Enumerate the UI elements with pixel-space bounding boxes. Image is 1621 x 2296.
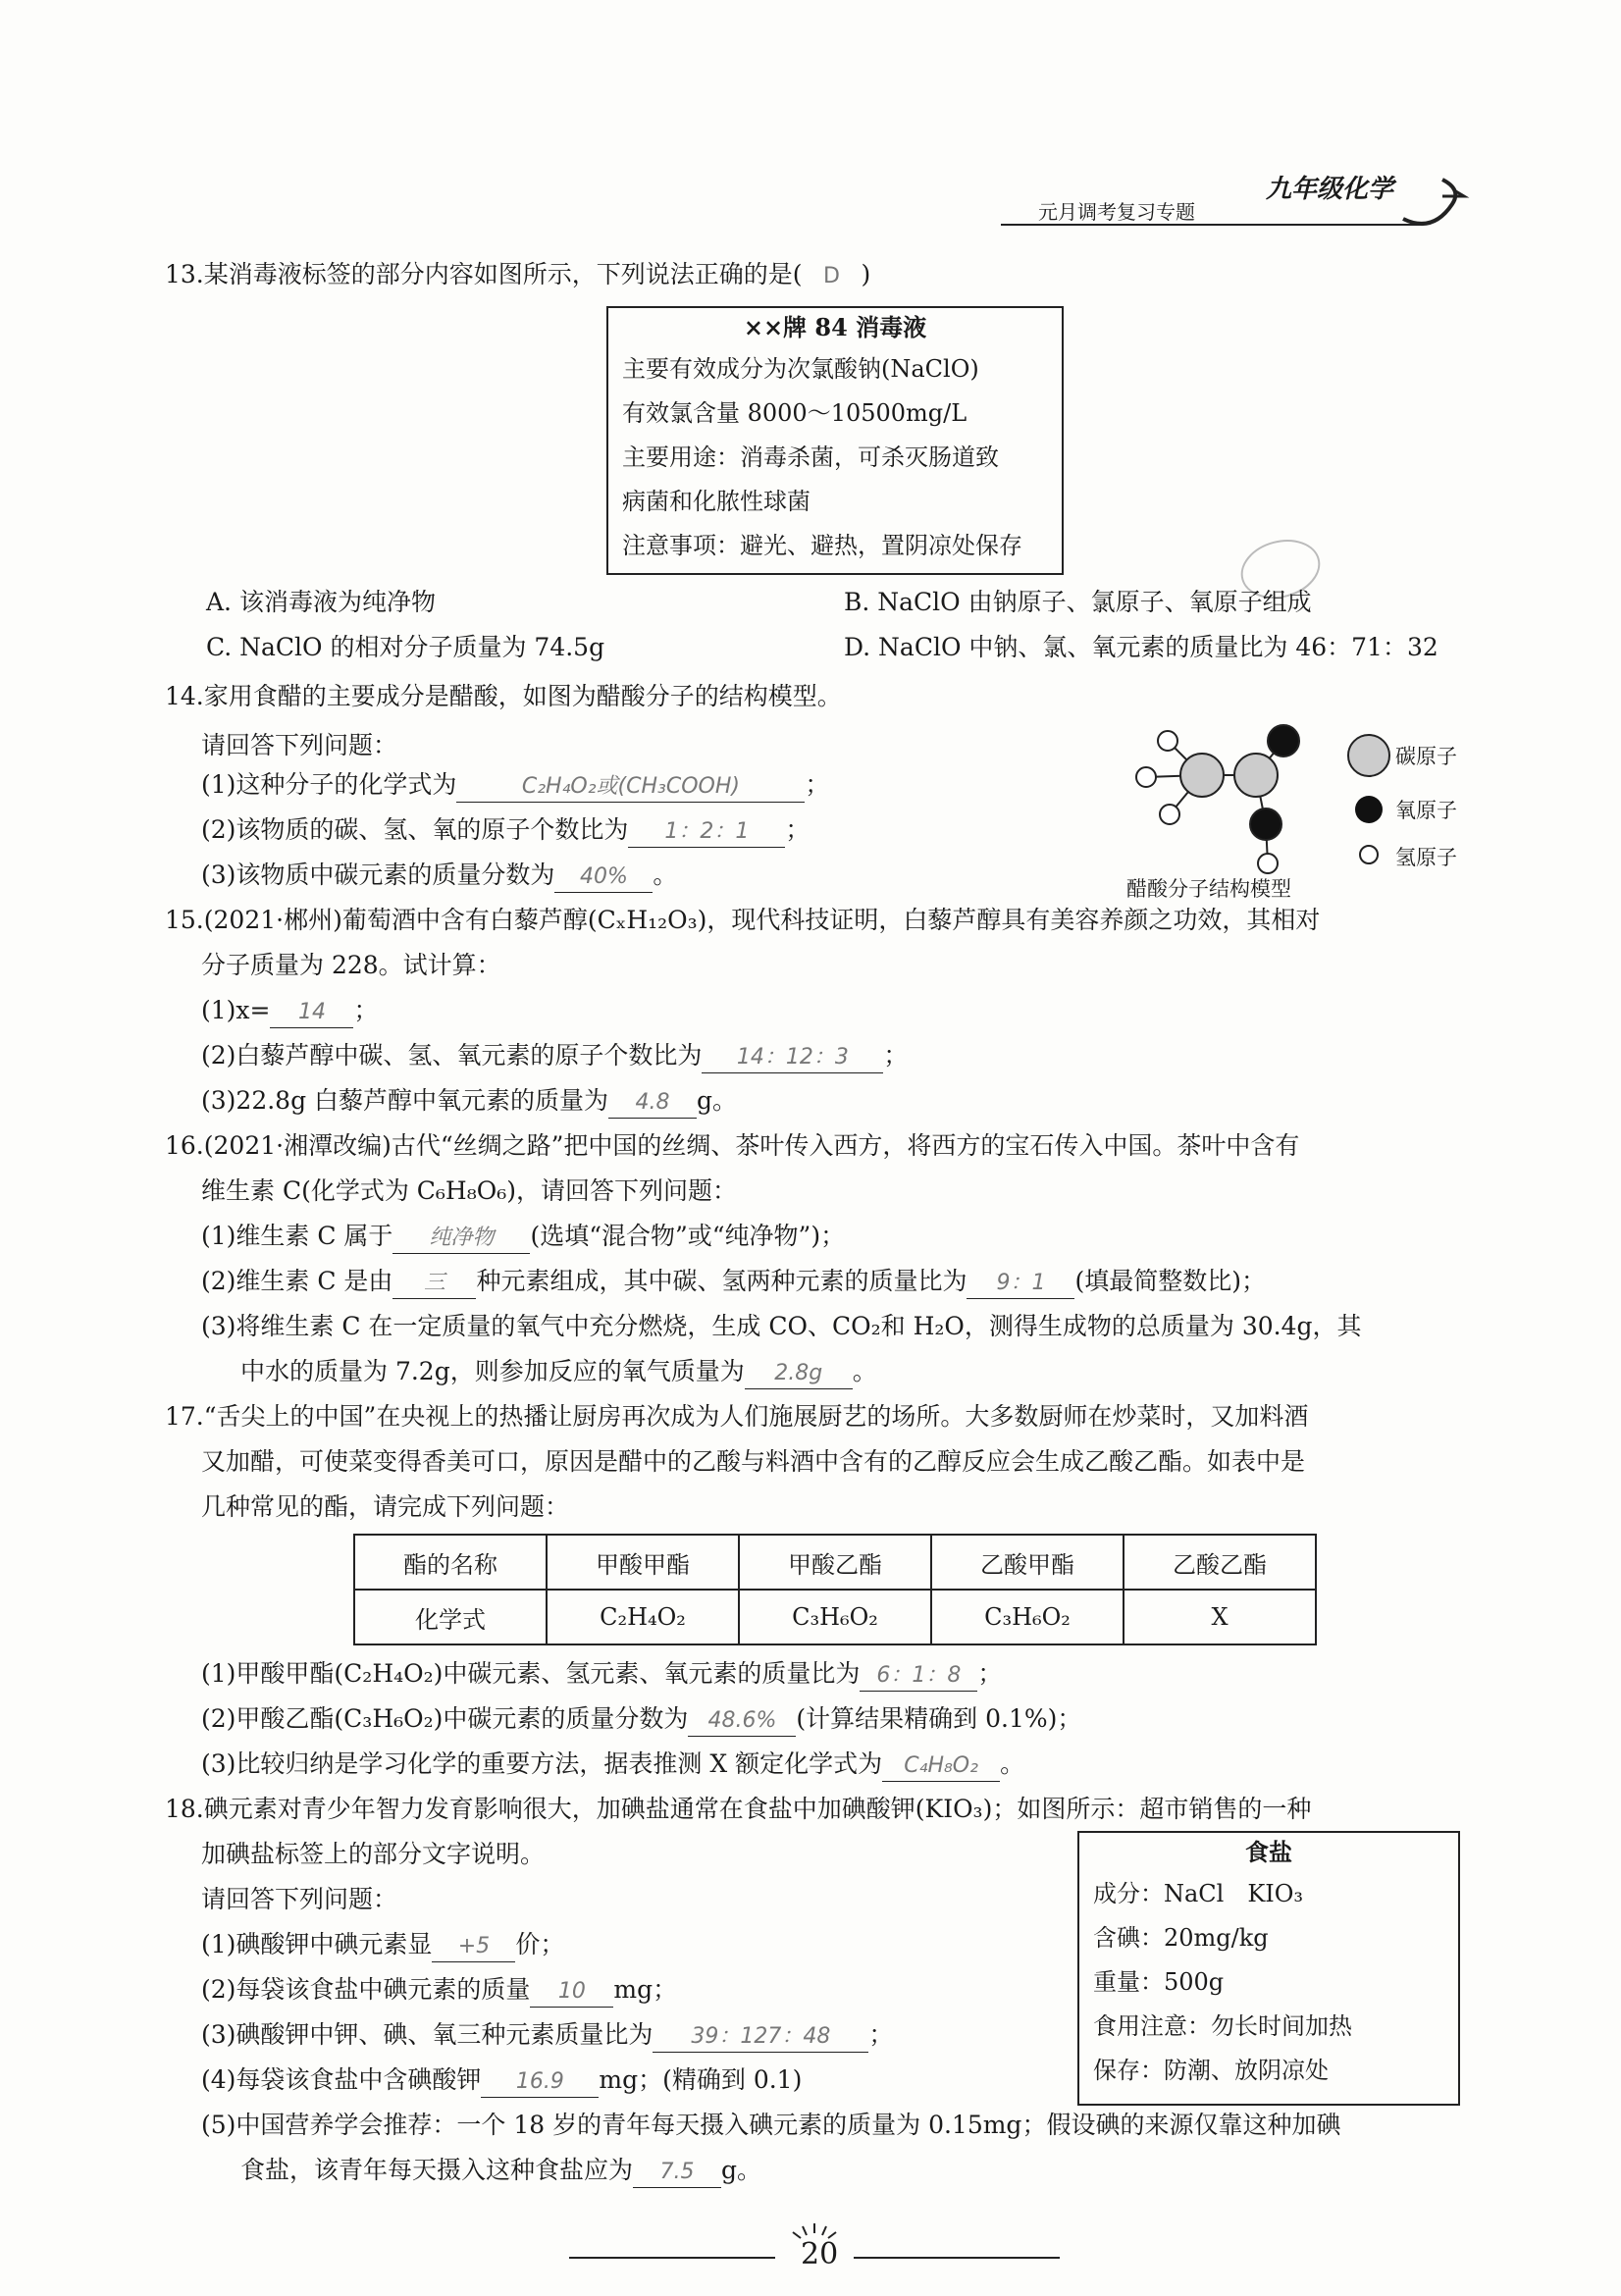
q17-answer-1: 6：1：8 (860, 1661, 977, 1692)
header-title: 九年级化学 (1266, 175, 1394, 204)
q16-answer-1: 纯净物 (392, 1224, 530, 1254)
q15-stem: 15.(2021·郴州)葡萄酒中含有白藜芦醇(CₓH₁₂O₃)，现代科技证明，白藜芦醇具有美容养颜之功效，其相对 (165, 906, 1321, 934)
q16-answer-4: 2.8g (745, 1359, 853, 1389)
table-cell: 化学式 (354, 1590, 547, 1644)
q18-answer-4: 16.9 (481, 2067, 599, 2098)
q15-answer-1: 14 (270, 998, 353, 1028)
q18-part3: (3)碘酸钾中钾、碘、氧三种元素质量比为 39：127：48 ； (201, 2017, 893, 2053)
q13-label-line: 有效氯含量 8000～10500mg/L (622, 399, 967, 427)
header-rule (1001, 224, 1423, 226)
q18-part5-cont: 食盐，该青年每天摄入这种食盐应为 7.5 g。 (240, 2153, 761, 2188)
q14-answer-3: 40% (554, 862, 653, 893)
salt-label-line: 重量：500g (1093, 1968, 1225, 1996)
q17-stem-3: 几种常见的酯，请完成下列问题： (201, 1492, 570, 1521)
footer-rule-left (569, 2257, 775, 2259)
table-header-cell: 甲酸甲酯 (547, 1535, 739, 1590)
q13-label-line: 病菌和化脓性球菌 (622, 488, 810, 515)
carbon-atom (1180, 754, 1224, 797)
q15-part3: (3)22.8g 白藜芦醇中氧元素的质量为 4.8 g。 (201, 1083, 737, 1119)
model-caption: 醋酸分子结构模型 (1126, 877, 1291, 901)
oxygen-atom (1250, 809, 1281, 840)
q17-part1: (1)甲酸甲酯(C₂H₄O₂)中碳元素、氢元素、氧元素的质量比为 6：1：8 ； (201, 1656, 1002, 1692)
q16-part2: (2)维生素 C 是由 三 种元素组成，其中碳、氢两种元素的质量比为 9：1 (填最简整数比)； (201, 1264, 1266, 1299)
table-cell: C₂H₄O₂ (547, 1590, 739, 1644)
legend-icons (1344, 731, 1393, 868)
table-header-cell: 甲酸乙酯 (739, 1535, 931, 1590)
legend-hydrogen-icon (1360, 846, 1378, 863)
table-header-cell: 酯的名称 (354, 1535, 547, 1590)
salt-label-line: 保存：防潮、放阴凉处 (1093, 2057, 1329, 2084)
table-cell: X (1124, 1590, 1316, 1644)
q16-part3-cont: 中水的质量为 7.2g，则参加反应的氧气质量为 2.8g 。 (240, 1354, 877, 1389)
q15-answer-2: 14：12：3 (702, 1043, 883, 1073)
table-cell: C₃H₆O₂ (739, 1590, 931, 1644)
q15-part2: (2)白藜芦醇中碳、氢、氧元素的原子个数比为 14：12：3 ； (201, 1038, 908, 1073)
q13-stem: 13.某消毒液标签的部分内容如图所示，下列说法正确的是( D ) (165, 257, 870, 292)
q17-answer-3: C₄H₈O₂ (882, 1751, 1000, 1782)
hydrogen-atom (1258, 854, 1278, 873)
header-swoosh-icon (1393, 165, 1472, 234)
q18-salt-label (1077, 1831, 1460, 2106)
q16-stem: 16.(2021·湘潭改编)古代“丝绸之路”把中国的丝绸、茶叶传入西方，将西方的宝石传入中国。茶叶中含有 (165, 1131, 1300, 1160)
q13-answer: D (823, 264, 840, 288)
hydrogen-atom (1158, 731, 1177, 751)
q18-part5: (5)中国营养学会推荐：一个 18 岁的青年每天摄入碘元素的质量为 0.15mg；假设碘的来源仅靠这种加碘 (201, 2111, 1341, 2139)
q13-option-a: A. 该消毒液为纯净物 (206, 588, 436, 616)
q18-answer-1: +5 (432, 1932, 515, 1962)
q14-answer-2: 1：2：1 (628, 817, 785, 848)
q16-stem-2: 维生素 C(化学式为 C₆H₈O₆)，请回答下列问题： (201, 1176, 738, 1205)
q13-label-line: 注意事项：避光、避热，置阴凉处保存 (622, 532, 1022, 559)
q17-part2: (2)甲酸乙酯(C₃H₆O₂)中碳元素的质量分数为 48.6% (计算结果精确到 0.1%)； (201, 1701, 1081, 1737)
q17-stem: 17.“舌尖上的中国”在央视上的热播让厨房再次成为人们施展厨艺的场所。大多数厨师在炒菜时，又加料酒 (165, 1402, 1309, 1431)
salt-label-line: 成分：NaCl KIO₃ (1093, 1880, 1304, 1907)
table-row (354, 1590, 1316, 1644)
legend-carbon: 碳原子 (1395, 745, 1457, 768)
q13-label-line: 主要用途：消毒杀菌，可杀灭肠道致 (622, 444, 999, 471)
q13-label-line: 主要有效成分为次氯酸钠(NaClO) (622, 355, 979, 383)
q16-answer-3: 9：1 (967, 1269, 1074, 1299)
legend-hydrogen: 氢原子 (1395, 846, 1457, 869)
q14-part2: (2)该物质的碳、氢、氧的原子个数比为 1：2：1 ； (201, 812, 810, 848)
q13-option-b: B. NaClO 由钠原子、氯原子、氧原子组成 (844, 588, 1312, 616)
hydrogen-atom (1160, 805, 1179, 824)
q18-prompt: 请回答下列问题： (201, 1885, 398, 1913)
q14-part3: (3)该物质中碳元素的质量分数为 40% 。 (201, 858, 677, 893)
q14-part1: (1)这种分子的化学式为 C₂H₄O₂或(CH₃COOH) ； (201, 767, 829, 803)
q17-stem-2: 又加醋，可使菜变得香美可口，原因是醋中的乙酸与料酒中含有的乙醇反应会生成乙酸乙酯。如表中是 (201, 1447, 1306, 1476)
salt-label-title: 食盐 (1245, 1838, 1292, 1866)
q13-label-title: ××牌 84 消毒液 (743, 313, 927, 341)
q17-answer-2: 48.6% (688, 1706, 796, 1737)
q15-answer-3: 4.8 (608, 1088, 697, 1119)
table-row (354, 1535, 1316, 1590)
q16-answer-2: 三 (392, 1269, 476, 1299)
legend-oxygen: 氧原子 (1395, 799, 1457, 822)
q18-stem-2: 加碘盐标签上的部分文字说明。 (201, 1840, 546, 1868)
table-cell: C₃H₆O₂ (931, 1590, 1124, 1644)
q14-prompt: 请回答下列问题： (201, 731, 398, 759)
q18-stem: 18.碘元素对青少年智力发育影响很大，加碘盐通常在食盐中加碘酸钾(KIO₃)；如图所示：超市销售的一种 (165, 1795, 1312, 1823)
q18-answer-3: 39：127：48 (653, 2022, 868, 2053)
oxygen-atom (1268, 725, 1299, 757)
q15-stem-2: 分子质量为 228。试计算： (201, 951, 501, 979)
q13-label-box (606, 306, 1064, 575)
q18-answer-5: 7.5 (633, 2158, 721, 2188)
carbon-atom (1234, 754, 1278, 797)
q18-answer-2: 10 (530, 1977, 613, 2008)
q18-part4: (4)每袋该食盐中含碘酸钾 16.9 mg；(精确到 0.1) (201, 2062, 802, 2098)
page-number: 20 (801, 2237, 839, 2271)
q14-stem: 14.家用食醋的主要成分是醋酸，如图为醋酸分子的结构模型。 (165, 682, 842, 710)
salt-label-line: 含碘：20mg/kg (1093, 1924, 1269, 1952)
q13-option-c: C. NaClO 的相对分子质量为 74.5g (206, 633, 605, 661)
salt-label-line: 食用注意：勿长时间加热 (1093, 2012, 1352, 2040)
q18-part1: (1)碘酸钾中碘元素显 +5 价； (201, 1927, 564, 1962)
header-subtitle: 元月调考复习专题 (1038, 200, 1195, 224)
ester-table (353, 1534, 1317, 1645)
q17-part3: (3)比较归纳是学习化学的重要方法，据表推测 X 额定化学式为 C₄H₈O₂ 。 (201, 1747, 1024, 1782)
table-header-cell: 乙酸乙酯 (1124, 1535, 1316, 1590)
table-header-cell: 乙酸甲酯 (931, 1535, 1124, 1590)
q16-part1: (1)维生素 C 属于 纯净物 (选填“混合物”或“纯净物”)； (201, 1219, 845, 1254)
hydrogen-atom (1136, 767, 1156, 787)
q18-part2: (2)每袋该食盐中碘元素的质量 10 mg； (201, 1972, 677, 2008)
footer-rule-right (854, 2257, 1060, 2259)
acetic-acid-model (1119, 706, 1344, 883)
q15-part1: (1)x= 14 ； (201, 993, 378, 1028)
q14-answer-1: C₂H₄O₂或(CH₃COOH) (456, 772, 805, 803)
legend-oxygen-icon (1355, 796, 1383, 823)
q16-part3: (3)将维生素 C 在一定质量的氧气中充分燃烧，生成 CO、CO₂和 H₂O，测得生成物的总质量为 30.4g，其 (201, 1312, 1362, 1340)
legend-carbon-icon (1348, 735, 1389, 776)
q13-option-d: D. NaClO 中钠、氯、氧元素的质量比为 46：71：32 (844, 633, 1438, 661)
